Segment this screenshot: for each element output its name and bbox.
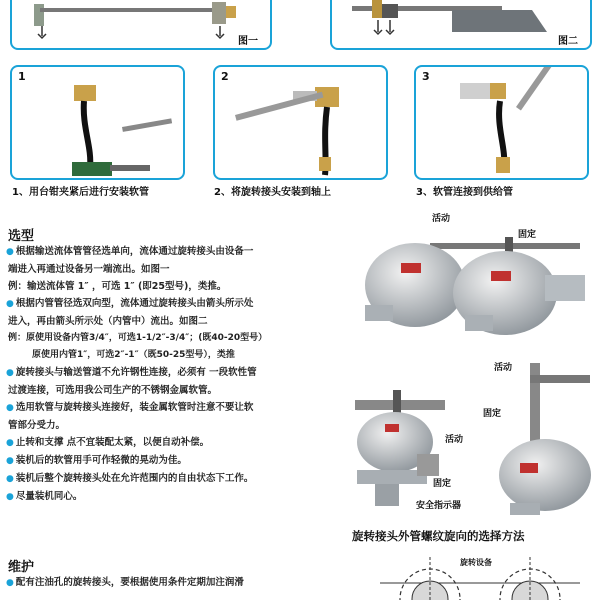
selection-text: [6, 243, 306, 506]
bullet-icon: ●: [6, 474, 14, 484]
selection-line: ● 选用软管与旋转接头连接好，装金属软管时注意不要让软: [6, 402, 254, 413]
step-3-caption: 3、软管连接到供给管: [416, 187, 513, 198]
thread-direction-title: 旋转接头外管螺纹旋向的选择方法: [352, 529, 525, 543]
label-fixed-left: 固定: [433, 479, 452, 489]
step-1-panel: [10, 65, 185, 180]
bullet-icon: ●: [6, 247, 14, 257]
selection-line: ● 根据输送流体管管径选单向，流体通过旋转接头由设备一: [6, 246, 254, 257]
selection-line: 进入，再由箭头所示处（内管中）流出。如图二: [8, 316, 208, 327]
step-3-illustration: [416, 67, 589, 180]
selection-line: ● 装机后整个旋转接头处在允许范围内的自由状态下工作。: [6, 473, 254, 484]
rotary-joint-pair-illustration: [355, 215, 595, 350]
step-3-number: 3: [422, 70, 430, 83]
bullet-icon: ●: [6, 438, 14, 448]
label-safety-indicator: 安全指示器: [416, 501, 462, 511]
label-moving-left: 活动: [445, 435, 464, 445]
label-fixed-top: 固定: [518, 230, 537, 240]
selection-line: 原使用内管1″，可选2″-1″（既50-25型号），类推: [32, 350, 235, 360]
bullet-icon: ●: [6, 492, 14, 502]
selection-line: 例：输送流体管 1″ ，可选 1″ (即25型号)，类推。: [8, 281, 227, 292]
step-2-panel: [213, 65, 388, 180]
figure-2-panel: [330, 0, 592, 50]
bullet-icon: ●: [6, 578, 14, 588]
label-moving-mid: 活动: [494, 363, 513, 373]
label-moving-top: 活动: [432, 214, 451, 224]
step-1-illustration: [12, 67, 185, 180]
selection-line: 端进入再通过设备另一端流出。如图一: [8, 264, 170, 275]
maintenance-heading: 维护: [8, 560, 35, 575]
figure-2-illustration: [332, 0, 592, 50]
step-2-caption: 2、将旋转接头安装到轴上: [214, 187, 331, 198]
bullet-icon: ●: [6, 299, 14, 309]
figure-1-panel: [10, 0, 272, 50]
step-1-number: 1: [18, 70, 26, 83]
selection-line: ● 装机后的软管用手可作轻微的晃动为佳。: [6, 455, 187, 466]
selection-line: 管部分受力。: [8, 420, 66, 431]
selection-line: ● 旋转接头与输送管道不允许钢性连接，必须有 一段软性管: [6, 367, 257, 378]
bullet-icon: ●: [6, 403, 14, 413]
selection-line: 例：原使用设备内管3/4″，可选1-1/2″-3/4″；(既40-20型号）: [8, 333, 268, 343]
step-2-illustration: [215, 67, 388, 180]
maintenance-line: ● 配有注油孔的旋转接头，要根据使用条件定期加注润滑: [6, 577, 244, 588]
rotary-joint-left-illustration: [335, 390, 455, 510]
bullet-icon: ●: [6, 456, 14, 466]
selection-line: ● 止转和支撑 点不宜装配太紧，以便自动补偿。: [6, 437, 210, 448]
selection-heading: 选型: [8, 229, 35, 244]
step-3-panel: [414, 65, 589, 180]
rotary-joint-right-illustration: [490, 355, 600, 520]
figure-1-label: 图一: [238, 36, 258, 47]
figure-1-illustration: [12, 0, 272, 50]
rotary-device-label: 旋转设备: [460, 558, 492, 567]
label-fixed-mid: 固定: [483, 409, 502, 419]
selection-line: ● 尽量装机同心。: [6, 491, 83, 502]
step-1-caption: 1、用台钳夹紧后进行安装软管: [12, 187, 149, 198]
selection-line: ● 根据内管管径选双向型，流体通过旋转接头由箭头所示处: [6, 298, 254, 309]
figure-2-label: 图二: [558, 36, 578, 47]
step-2-number: 2: [221, 70, 229, 83]
selection-line: 过渡连接，可选用我公司生产的不锈钢金属软管。: [8, 385, 218, 396]
bullet-icon: ●: [6, 368, 14, 378]
